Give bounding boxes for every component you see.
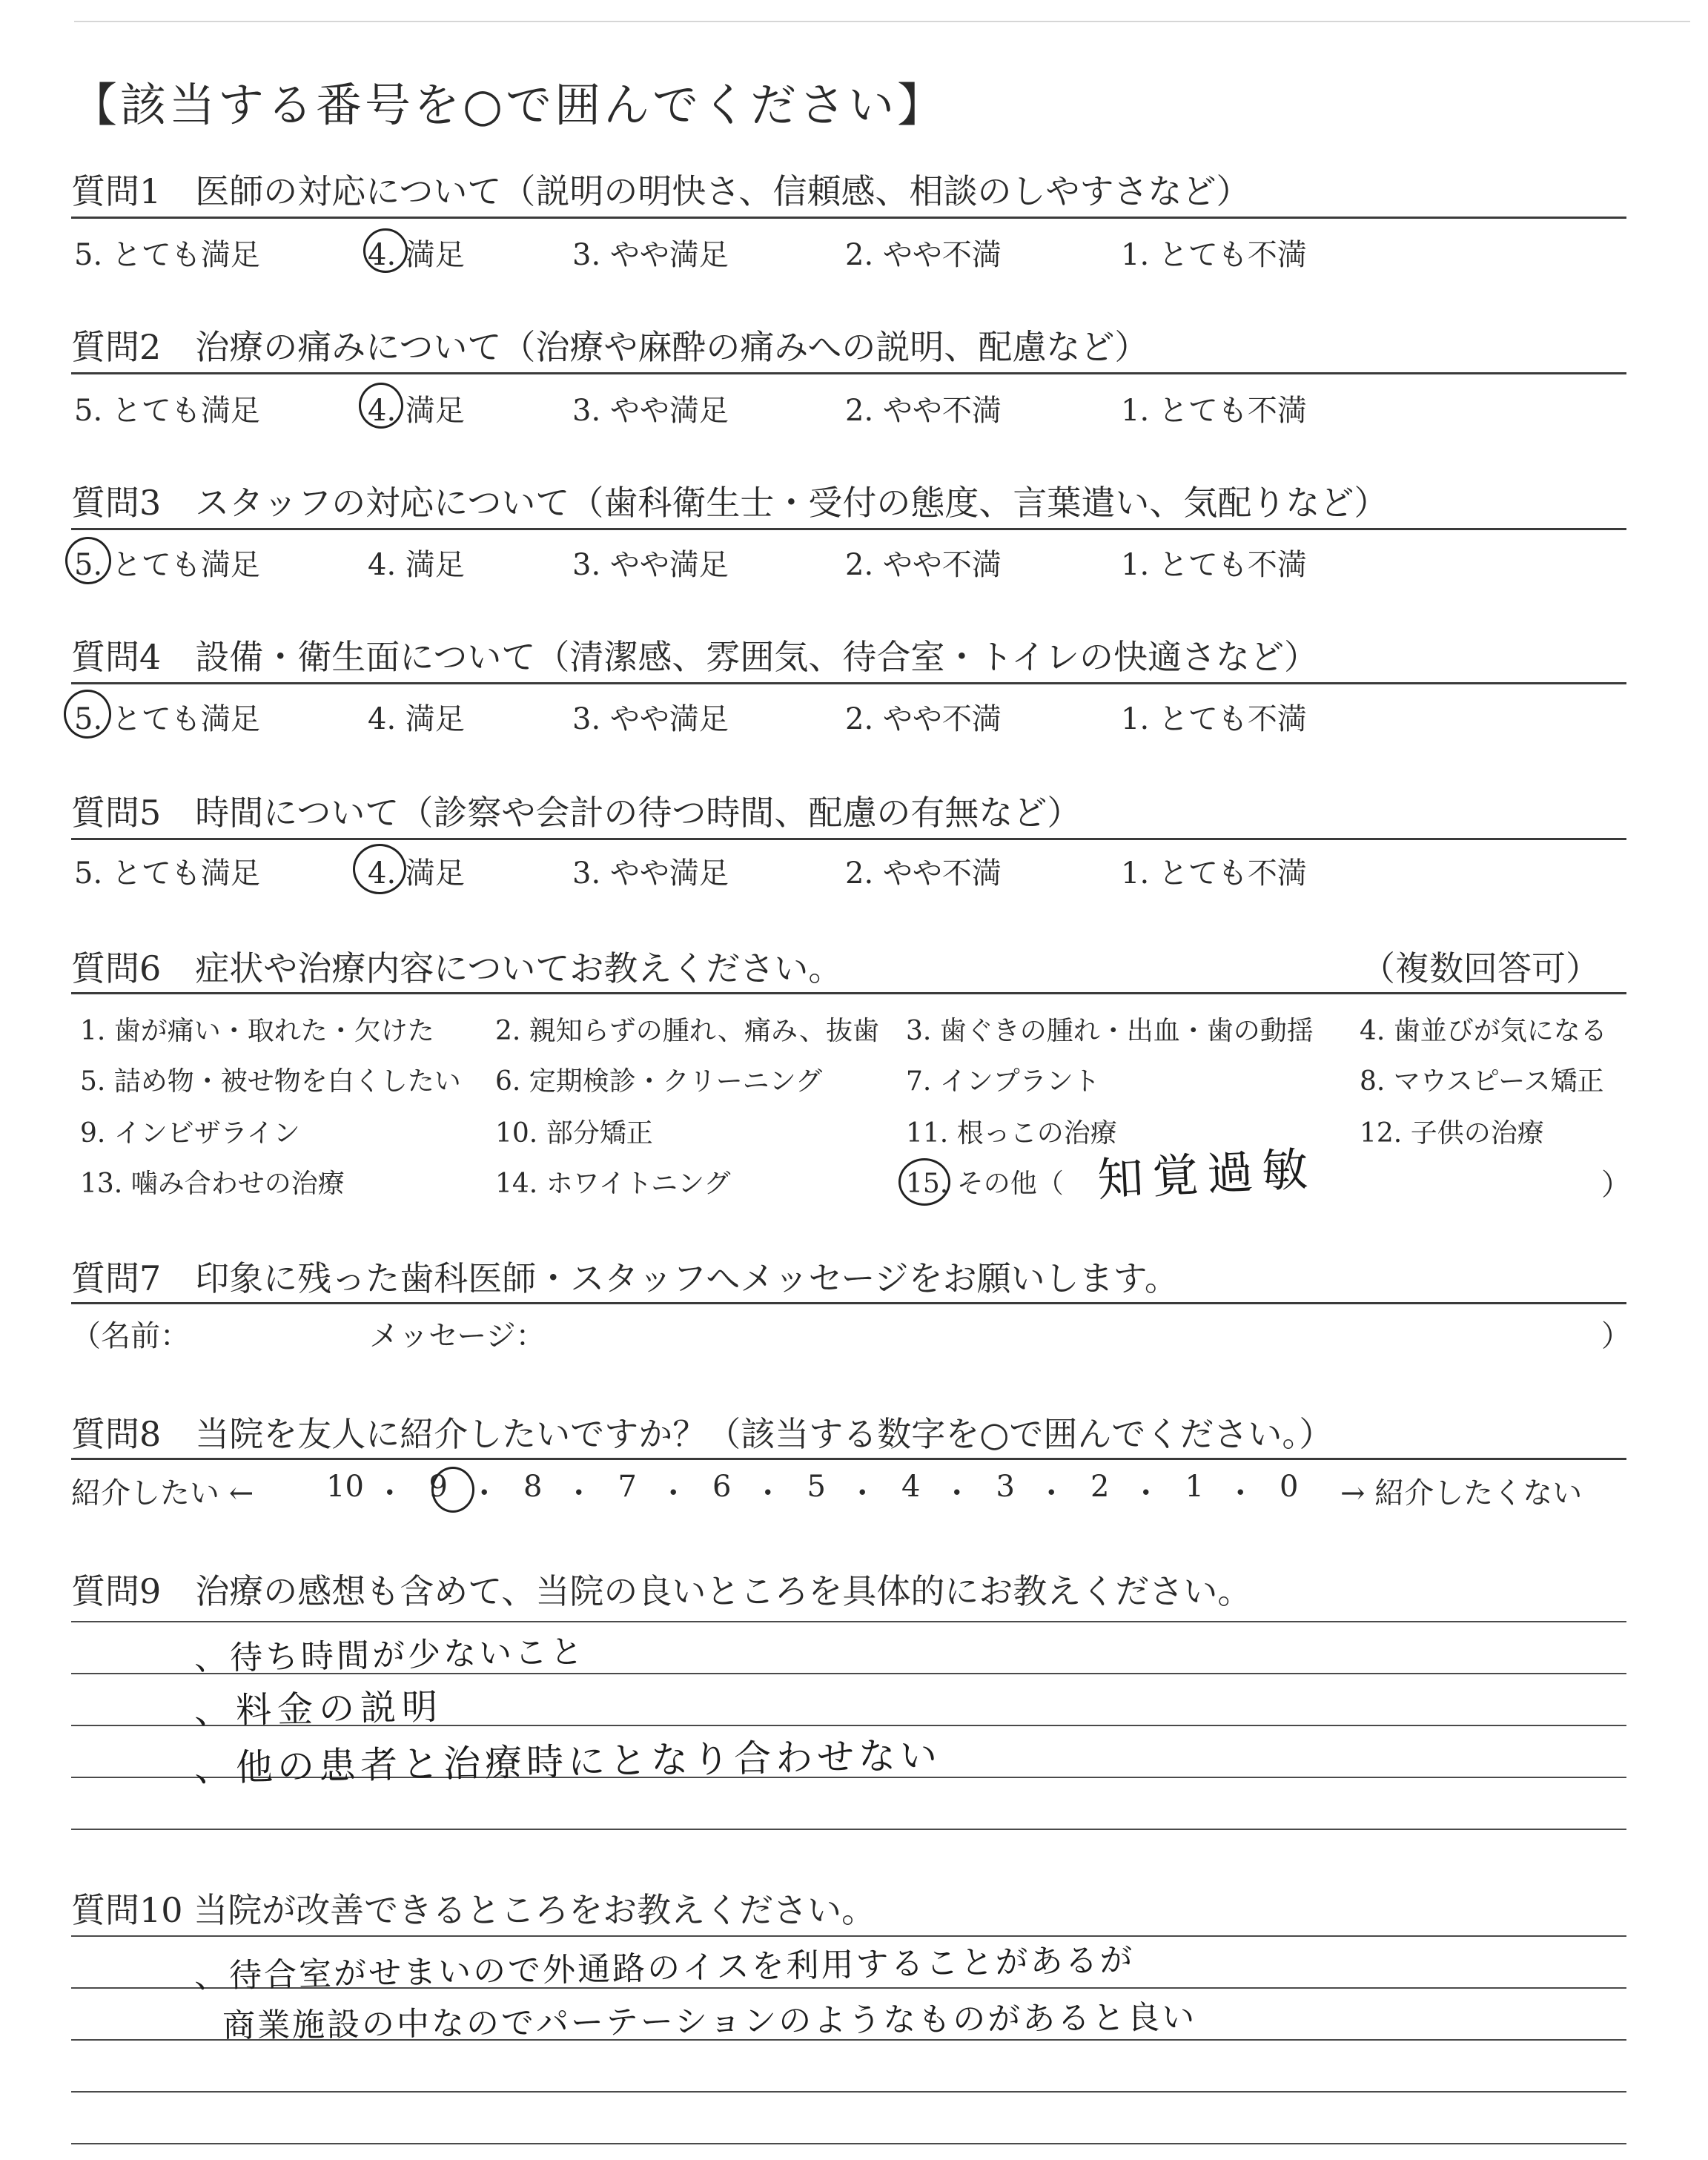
q7-message-label[interactable]: メッセージ： — [369, 1319, 546, 1353]
top-edge-line — [74, 21, 1690, 22]
q1-rule — [71, 217, 1626, 219]
q9-answer-1[interactable]: 、待ち時間が少ないこと — [193, 1633, 586, 1678]
q1-title: 質問1 医師の対応について（説明の明快さ、信頼感、相談のしやすさなど） — [71, 171, 1251, 211]
q1-option-2[interactable]: 2. やや不満 — [845, 238, 1002, 272]
q6-option-15[interactable]: 15. その他（ — [906, 1169, 1064, 1199]
q3-option-4[interactable]: 4. 満足 — [368, 548, 465, 582]
q2-selection-circle — [359, 383, 403, 429]
q8-scale-value-6[interactable]: 6 — [712, 1470, 732, 1504]
q3-option-5[interactable]: 5. とても満足 — [74, 548, 260, 582]
q8-right-label: → 紹介したくない — [1340, 1476, 1583, 1510]
q8-scale-value-1[interactable]: 1 — [1185, 1470, 1204, 1504]
q6-option-10[interactable]: 10. 部分矯正 — [495, 1118, 653, 1149]
q8-scale-separator: ・ — [1036, 1476, 1067, 1510]
q4-option-1[interactable]: 1. とても不満 — [1121, 702, 1307, 736]
q6-title: 質問6 症状や治療内容についてお教えください。 — [71, 948, 843, 988]
q10-answer-2[interactable]: 商業施設の中なのでパーテーションのようなものがあると良い — [222, 1998, 1197, 2045]
q1-option-4[interactable]: 4. 満足 — [368, 238, 465, 272]
q9-line-1 — [71, 1621, 1626, 1622]
q5-option-4[interactable]: 4. 満足 — [368, 856, 465, 891]
q8-scale-separator: ・ — [563, 1476, 594, 1510]
q4-option-4[interactable]: 4. 満足 — [368, 702, 465, 736]
q4-option-2[interactable]: 2. やや不満 — [845, 702, 1002, 736]
q1-option-3[interactable]: 3. やや満足 — [572, 238, 729, 272]
q6-option-14[interactable]: 14. ホワイトニング — [495, 1169, 731, 1199]
q4-selection-circle — [64, 690, 111, 739]
q3-title: 質問3 スタッフの対応について（歯科衛生士・受付の態度、言葉遣い、気配りなど） — [71, 483, 1388, 523]
q8-scale-value-0[interactable]: 0 — [1280, 1470, 1299, 1504]
q8-scale-value-9[interactable]: 9 — [428, 1470, 448, 1504]
q8-rule — [71, 1458, 1626, 1460]
q6-multiple-note: （複数回答可） — [1361, 948, 1600, 988]
q2-option-2[interactable]: 2. やや不満 — [845, 394, 1002, 428]
q6-option-7[interactable]: 7. インプラント — [906, 1066, 1100, 1097]
q8-selection-circle — [428, 1467, 474, 1513]
q2-title: 質問2 治療の痛みについて（治療や麻酔の痛みへの説明、配慮など） — [71, 327, 1149, 367]
q5-option-2[interactable]: 2. やや不満 — [845, 856, 1002, 891]
q8-scale-value-8[interactable]: 8 — [523, 1470, 543, 1504]
q4-option-3[interactable]: 3. やや満足 — [572, 702, 729, 736]
q8-scale-value-7[interactable]: 7 — [618, 1470, 637, 1504]
q6-option-2[interactable]: 2. 親知らずの腫れ、痛み、抜歯 — [495, 1016, 880, 1046]
q5-option-3[interactable]: 3. やや満足 — [572, 856, 729, 891]
q8-scale-separator: ・ — [941, 1476, 972, 1510]
q6-option-8[interactable]: 8. マウスピース矯正 — [1360, 1066, 1604, 1097]
q6-other-handwritten[interactable]: 知覚過敏 — [1096, 1141, 1318, 1207]
q7-name-label[interactable]: （名前： — [71, 1319, 190, 1353]
q8-scale-separator: ・ — [847, 1476, 878, 1510]
q5-option-1[interactable]: 1. とても不満 — [1121, 856, 1307, 891]
q2-rule — [71, 372, 1626, 374]
q8-scale-value-10[interactable]: 10 — [326, 1470, 364, 1504]
q5-title: 質問5 時間について（診察や会計の待つ時間、配慮の有無など） — [71, 793, 1082, 833]
q6-option-9[interactable]: 9. インビザライン — [80, 1118, 300, 1149]
q4-rule — [71, 682, 1626, 684]
q10-answer-1[interactable]: 、待合室がせまいので外通路のイスを利用することがあるが — [193, 1941, 1135, 1996]
q8-scale-value-2[interactable]: 2 — [1090, 1470, 1110, 1504]
q1-option-5[interactable]: 5. とても満足 — [74, 238, 260, 272]
q6-option-11[interactable]: 11. 根っこの治療 — [906, 1118, 1117, 1149]
q7-close-paren: ） — [1601, 1319, 1631, 1353]
q6-close-paren: ） — [1601, 1168, 1631, 1202]
q7-rule — [71, 1302, 1626, 1304]
q8-scale-separator: ・ — [1131, 1476, 1161, 1510]
q6-option-5[interactable]: 5. 詰め物・被せ物を白くしたい — [80, 1066, 461, 1097]
q8-scale-separator: ・ — [752, 1476, 783, 1510]
q5-selection-circle — [353, 844, 406, 894]
q8-left-label: 紹介したい ← — [71, 1476, 254, 1510]
q2-option-4[interactable]: 4. 満足 — [368, 394, 465, 428]
q6-option-3[interactable]: 3. 歯ぐきの腫れ・出血・歯の動揺 — [906, 1016, 1314, 1046]
q5-rule — [71, 838, 1626, 840]
q8-scale-separator: ・ — [658, 1476, 689, 1510]
q8-title: 質問8 当院を友人に紹介したいですか？（該当する数字を○で囲んでください。） — [71, 1414, 1334, 1454]
q9-line-5 — [71, 1829, 1626, 1830]
q2-option-5[interactable]: 5. とても満足 — [74, 394, 260, 428]
q10-title: 質問10 当院が改善できるところをお教えください。 — [71, 1890, 876, 1930]
q7-title: 質問7 印象に残った歯科医師・スタッフへメッセージをお願いします。 — [71, 1258, 1179, 1298]
q8-scale-value-4[interactable]: 4 — [901, 1470, 921, 1504]
q8-scale-separator: ・ — [469, 1476, 500, 1510]
q3-option-3[interactable]: 3. やや満足 — [572, 548, 729, 582]
q8-scale-separator: ・ — [1225, 1476, 1256, 1510]
q3-option-2[interactable]: 2. やや不満 — [845, 548, 1002, 582]
q6-option-12[interactable]: 12. 子供の治療 — [1360, 1118, 1544, 1149]
q8-scale-separator: ・ — [374, 1476, 405, 1510]
q6-option-1[interactable]: 1. 歯が痛い・取れた・欠けた — [80, 1016, 434, 1046]
q10-line-4 — [71, 2091, 1626, 2093]
q6-option-6[interactable]: 6. 定期検診・クリーニング — [495, 1066, 823, 1097]
q9-title: 質問9 治療の感想も含めて、当院の良いところを具体的にお教えください。 — [71, 1571, 1252, 1611]
q3-option-1[interactable]: 1. とても不満 — [1121, 548, 1307, 582]
q10-line-5 — [71, 2143, 1626, 2144]
q4-title: 質問4 設備・衛生面について（清潔感、雰囲気、待合室・トイレの快適さなど） — [71, 637, 1319, 677]
q3-selection-circle — [65, 537, 111, 584]
q9-answer-3[interactable]: 、他の患者と治療時にとなり合わせない — [193, 1734, 942, 1790]
q3-rule — [71, 528, 1626, 530]
q8-scale-value-5[interactable]: 5 — [807, 1470, 826, 1504]
q1-selection-circle — [363, 228, 408, 273]
q1-option-1[interactable]: 1. とても不満 — [1121, 238, 1307, 272]
q5-option-5[interactable]: 5. とても満足 — [74, 856, 260, 891]
q2-option-3[interactable]: 3. やや満足 — [572, 394, 729, 428]
q4-option-5[interactable]: 5. とても満足 — [74, 702, 260, 736]
q6-option-13[interactable]: 13. 噛み合わせの治療 — [80, 1169, 345, 1199]
q6-rule — [71, 992, 1626, 994]
q8-scale-value-3[interactable]: 3 — [996, 1470, 1015, 1504]
q2-option-1[interactable]: 1. とても不満 — [1121, 394, 1307, 428]
q6-selection-circle — [898, 1158, 950, 1206]
form-title: 【該当する番号を○で囲んでください】 — [71, 78, 947, 132]
q10-line-1 — [71, 1935, 1626, 1937]
q6-option-4[interactable]: 4. 歯並びが気になる — [1360, 1016, 1607, 1046]
q9-answer-2[interactable]: 、料金の説明 — [193, 1686, 444, 1732]
